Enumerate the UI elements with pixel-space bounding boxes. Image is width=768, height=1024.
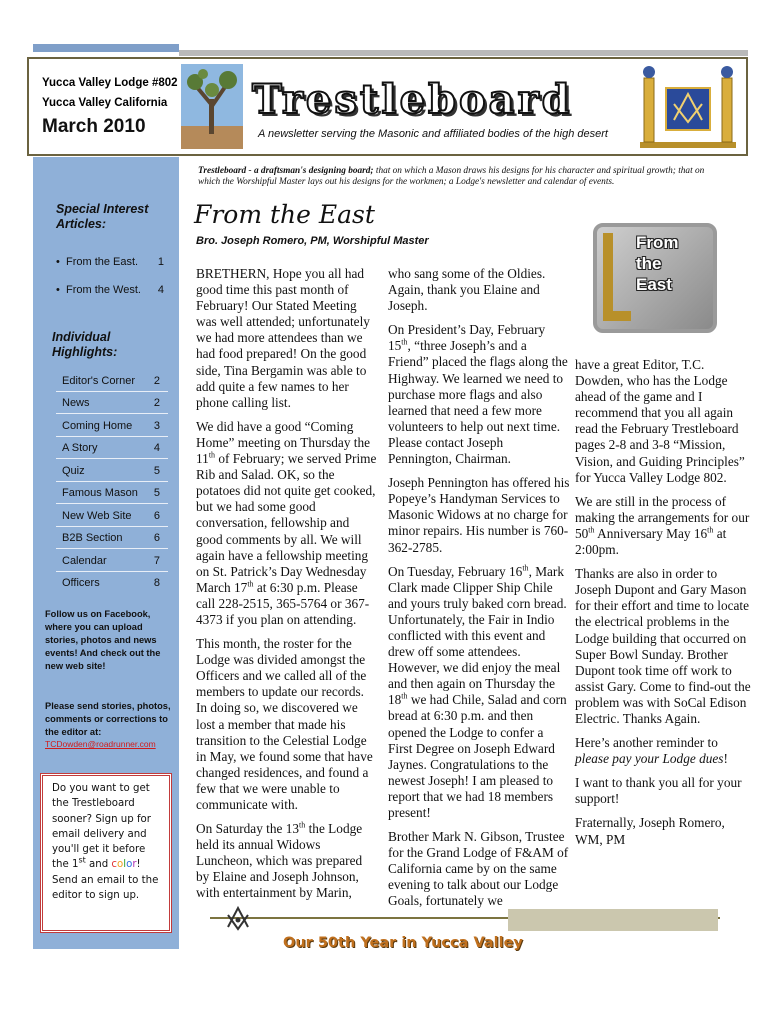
- special-item-label: From the East.: [65, 256, 139, 268]
- masthead-tagline: A newsletter serving the Masonic and affiliated bodies of the high desert: [258, 128, 608, 140]
- square-emblem-icon: [601, 231, 633, 325]
- special-item-label: From the West.: [65, 284, 141, 296]
- highlight-page: 3: [153, 420, 160, 432]
- paragraph: Thanks are also in order to Joseph Dupont and Gary Mason for their effort and time to locate the electrical problems in the Lodge building that occurred on Super Bowl Sunday. Brother Dupont took time off work to assist Gary. Come to find-out the problem was with SoCal Edison Electric. Thanks Again.: [575, 566, 751, 726]
- highlight-item[interactable]: [62, 555, 160, 567]
- color-word: color: [111, 859, 137, 871]
- highlight-label: Editor's Corner: [62, 375, 136, 387]
- highlight-page: 2: [153, 375, 160, 387]
- highlight-item[interactable]: [62, 510, 160, 522]
- highlight-label: B2B Section: [62, 532, 123, 544]
- article-column-1: [196, 266, 378, 910]
- paragraph: have a great Editor, T.C. Dowden, who has the Lodge ahead of the game and I recommend that you all again read the February Trestleboard pages 2-8 and 3-8 “Mission, Vision, and Guiding Principles” for Yucca Valley Lodge 802.: [575, 357, 745, 485]
- highlight-label: A Story: [62, 442, 98, 454]
- editor-email-link[interactable]: TCDowden@roadrunner.com: [45, 739, 156, 749]
- highlight-label: New Web Site: [62, 510, 132, 522]
- highlight-item[interactable]: [62, 577, 160, 589]
- joshua-tree-photo: [181, 64, 243, 149]
- anniversary-banner: Our 50th Year in Yucca Valley: [283, 935, 523, 951]
- lodge-name: Yucca Valley Lodge #802: [42, 77, 178, 89]
- definition-term: Trestleboard - a draftsman's designing board;: [198, 166, 374, 176]
- highlight-label: Famous Mason: [62, 487, 138, 499]
- highlight-label: Quiz: [62, 465, 85, 477]
- badge-label: From the East: [636, 233, 679, 294]
- special-item[interactable]: • From the East. 1: [56, 256, 164, 268]
- header-rule: [179, 50, 748, 56]
- paragraph: Joseph Pennington has offered his Popeye’s Handyman Services to Masonic Widows at no charge for minor repairs. His number is 760-362-2785.: [388, 475, 570, 555]
- paragraph: who sang some of the Oldies. Again, thank you Elaine and Joseph.: [388, 266, 546, 314]
- email-signup-text: Do you want to get the Trestleboard sooner? Sign up for email delivery and you'll get it before the 1st and color! Send an email to the editor to sign up.: [52, 783, 159, 902]
- highlight-item[interactable]: [62, 375, 160, 387]
- divider: [56, 436, 168, 437]
- header-accent-bar: [33, 44, 179, 52]
- paragraph: Fraternally, Joseph Romero, WM, PM: [575, 815, 725, 847]
- highlight-page: 2: [153, 397, 160, 409]
- definition-text: [198, 166, 728, 188]
- issue-date: March 2010: [42, 116, 146, 137]
- highlight-item[interactable]: [62, 487, 160, 499]
- divider: [56, 571, 168, 572]
- square-compass-icon: [224, 905, 252, 933]
- paragraph: We did have a good “Coming Home” meeting on Thursday the 11th of February; we served Prime Rib and Salad. OK, so the potatoes did not quite get cooked, but we had some good conversation, fellowship and good comments by all. We will again have a fellowship meeting on St. Patrick’s Day Wednesday March 17th at 6:30 p.m. Please call 228-2515, 365-5764 or 367-4373 if you plan on attending.: [196, 418, 377, 627]
- footer-accent-box: [508, 909, 718, 931]
- highlight-label: News: [62, 397, 90, 409]
- facebook-note: Follow us on Facebook, where you can upload stories, photos and news events! And check out the new web site!: [45, 609, 161, 671]
- highlight-page: 6: [153, 532, 160, 544]
- divider: [56, 526, 168, 527]
- highlight-label: Officers: [62, 577, 100, 589]
- divider: [56, 391, 168, 392]
- section-title: From the East: [194, 200, 375, 229]
- highlight-label: Coming Home: [62, 420, 133, 432]
- definition-body: that on which a Mason draws his designs for his character and spiritual growth; that on which the Worshipful Master lays out his designs for the workmen; a Lodge's newsletter and calendar of events.: [198, 166, 705, 187]
- special-interest-heading: Special Interest Articles:: [56, 202, 149, 231]
- paragraph: Brother Mark N. Gibson, Trustee for the Grand Lodge of F&AM of California came by on the same evening to talk about our Lodge Goals, fortunately we: [388, 829, 569, 909]
- article-byline: Bro. Joseph Romero, PM, Worshipful Master: [196, 235, 429, 247]
- paragraph: On Saturday the 13th the Lodge held its annual Widows Luncheon, which was prepared by Elaine and Joseph Johnson, with entertainment by Marin,: [196, 820, 363, 901]
- paragraph: On Tuesday, February 16th, Mark Clark made Clipper Ship Chile and yours truly baked corn bread. Unfortunately, the Fair in Indio conflicted with this event and drew off some attendees. However, we did enjoy the meal and then again on Thursday the 18th we had Chile, Salad and corn bread at 6:30 p.m. and then opened the Lodge to confer a First Degree on Joseph Edward Jaynes. Congratulations to the newest Joseph! I am pleased to report that we had 18 members present!: [388, 563, 567, 820]
- divider: [56, 458, 168, 459]
- paragraph: We are still in the process of making the arrangements for our 50th Anniversary May 16th at 2:00pm.: [575, 493, 750, 558]
- highlight-item[interactable]: [62, 532, 160, 544]
- divider: [56, 548, 168, 549]
- highlight-page: 6: [153, 510, 160, 522]
- masthead-title: Trestleboard: [252, 76, 573, 123]
- highlight-page: 4: [153, 442, 160, 454]
- article-column-2: [388, 266, 570, 918]
- highlight-item[interactable]: [62, 442, 160, 454]
- divider: [56, 413, 168, 414]
- special-item-page: 4: [157, 284, 164, 296]
- article-column-3: [575, 357, 755, 856]
- highlight-page: 5: [153, 487, 160, 499]
- lodge-location: Yucca Valley California: [42, 97, 168, 109]
- divider: [56, 481, 168, 482]
- send-stories-note: Please send stories, photos, comments or corrections to the editor at:: [45, 701, 171, 737]
- special-item-page: 1: [157, 256, 164, 268]
- divider: [56, 503, 168, 504]
- highlight-label: Calendar: [62, 555, 107, 567]
- paragraph: I want to thank you all for your support!: [575, 775, 742, 807]
- paragraph: Here’s another reminder to please pay your Lodge dues!: [575, 735, 728, 767]
- highlights-heading: Individual Highlights:: [52, 330, 118, 359]
- highlight-page: 7: [153, 555, 160, 567]
- highlight-item[interactable]: [62, 465, 160, 477]
- paragraph: BRETHERN, Hope you all had good time this past month of February! Our Stated Meeting was well attended; unfortunately we had more attendees than we had food prepared! On the good side, Tina Bergamin was able to add quite a few names to her phone calling list.: [196, 266, 370, 410]
- special-item[interactable]: • From the West. 4: [56, 284, 164, 296]
- highlight-page: 8: [153, 577, 160, 589]
- paragraph: This month, the roster for the Lodge was divided amongst the Officers and we called all of the members to update our records. In doing so, we discovered we lost a member that made his transition to the Celestial Lodge in May, we found some that have changed residences, and found a few that we were unable to communicate with.: [196, 636, 373, 812]
- paragraph: On President’s Day, February 15th, “three Joseph’s and a Friend” placed the flags along the Highway. We learned we need to purchase more flags and also learned that need a few more volunteers to help out next time. Please contact Joseph Pennington, Chairman.: [388, 322, 568, 467]
- highlight-page: 5: [153, 465, 160, 477]
- masonic-pillars-icon: [640, 64, 736, 148]
- highlight-item[interactable]: [62, 397, 160, 409]
- highlight-item[interactable]: [62, 420, 160, 432]
